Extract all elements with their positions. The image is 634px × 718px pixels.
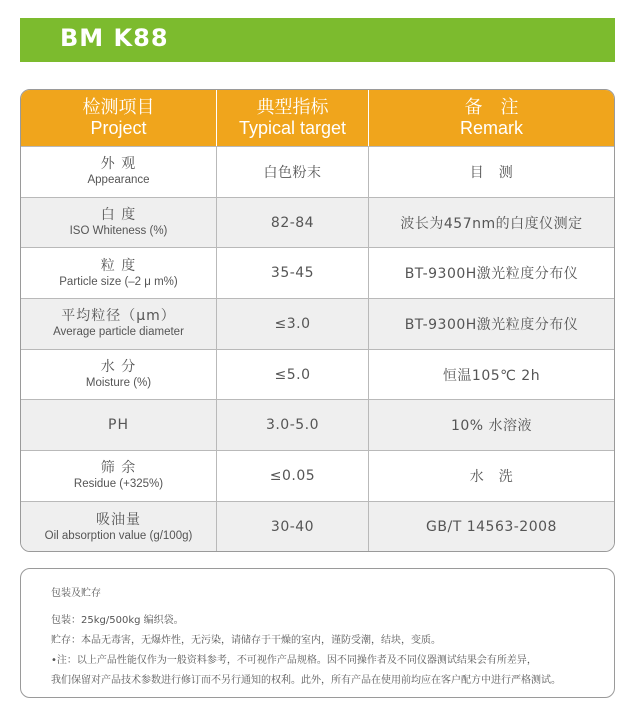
header-project (21, 90, 217, 146)
table-row (21, 350, 614, 401)
notes-line: 我们保留对产品技术参数进行修订而不另行通知的权利。此外，所有产品在使用前均应在客户配方中进行严格测试。 (51, 675, 561, 686)
table-header-row (21, 90, 614, 147)
project-en: Particle size (–2 μ m%) (59, 275, 178, 288)
notes-line: •注：以上产品性能仅作为一般资料参考，不可视作产品规格。因不同操作者及不同仪器测试结果会有所差异， (51, 655, 537, 666)
project-cn: 白 度 (100, 207, 137, 224)
table-row (21, 198, 614, 249)
header-remark (369, 90, 614, 146)
project-cell (21, 198, 217, 248)
project-cn: 外 观 (100, 156, 137, 173)
table-row (21, 299, 614, 350)
product-title: BM K88 (60, 24, 169, 52)
project-cn: 筛 余 (100, 460, 137, 477)
project-cell (21, 400, 217, 450)
remark-value: 恒温105℃ 2h (442, 367, 541, 384)
target-value: ≤3.0 (217, 299, 369, 349)
project-cell (21, 451, 217, 501)
project-cell (21, 299, 217, 349)
header-project-en: Project (90, 118, 147, 138)
storage-notes-box (20, 568, 615, 698)
project-cn: PH (108, 417, 129, 434)
header-target-en: Typical target (238, 118, 347, 138)
target-value: 35-45 (217, 248, 369, 298)
remark-value: 波长为457nm的白度仪测定 (400, 215, 583, 232)
header-remark-en: Remark (459, 118, 523, 138)
project-cn: 吸油量 (96, 511, 141, 528)
project-cn: 水 分 (100, 359, 137, 376)
table-row (21, 147, 614, 198)
target-value: 82-84 (217, 198, 369, 248)
project-en: ISO Whiteness (%) (69, 225, 168, 238)
project-cell (21, 350, 217, 400)
remark-value: 目 测 (469, 164, 514, 181)
table-row (21, 451, 614, 502)
remark-value: BT-9300H激光粒度分布仪 (404, 316, 579, 333)
target-value: ≤0.05 (217, 451, 369, 501)
project-en: Appearance (87, 174, 150, 187)
spec-table (20, 89, 615, 552)
target-value: ≤5.0 (217, 350, 369, 400)
notes-line: 贮存：本品无毒害，无爆炸性，无污染，请储存于干燥的室内，谨防受潮，结块，变质。 (51, 635, 441, 646)
header-target (217, 90, 369, 146)
table-row (21, 502, 614, 552)
header-target-cn: 典型指标 (256, 97, 329, 117)
project-en: Average particle diameter (53, 326, 184, 339)
remark-value: 10% 水溶液 (450, 418, 533, 435)
project-cn: 平均粒径（μm） (61, 308, 176, 325)
project-en: Moisture (%) (85, 377, 152, 390)
project-en: Residue (+325%) (73, 478, 164, 491)
target-value: 30-40 (217, 502, 369, 552)
remark-value: BT-9300H激光粒度分布仪 (404, 266, 579, 283)
header-project-cn: 检测项目 (82, 97, 155, 117)
project-cell (21, 147, 217, 197)
project-cell (21, 248, 217, 298)
project-cell (21, 502, 217, 552)
target-value: 3.0-5.0 (217, 400, 369, 450)
target-value: 白色粉末 (217, 147, 369, 197)
project-cn: 粒 度 (100, 257, 137, 274)
remark-value: GB/T 14563-2008 (426, 519, 557, 536)
notes-title: 包装及贮存 (51, 588, 101, 599)
header-remark-cn: 备 注 (464, 97, 519, 117)
table-row (21, 248, 614, 299)
remark-value: 水 洗 (469, 468, 514, 485)
table-row (21, 400, 614, 451)
notes-line: 包装：25kg/500kg 编织袋。 (51, 615, 184, 626)
project-en: Oil absorption value (g/100g) (44, 529, 193, 542)
title-banner (20, 18, 615, 62)
